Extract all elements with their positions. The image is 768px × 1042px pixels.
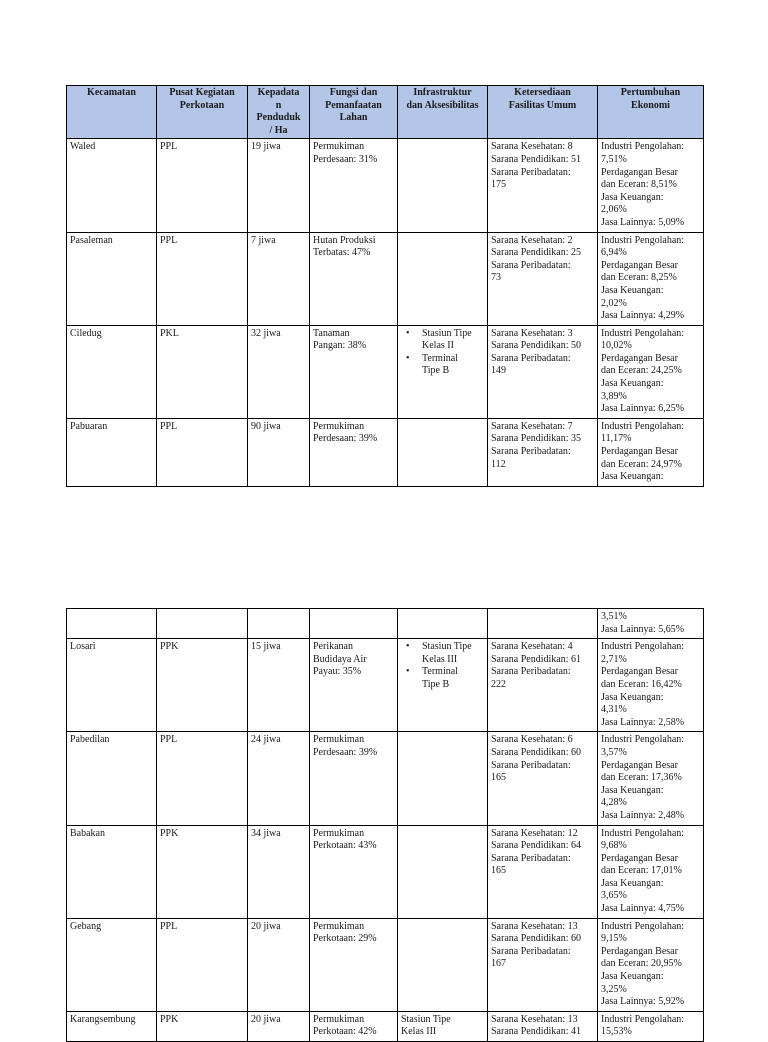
cell-pusat-kegiatan: PPK: [157, 825, 248, 918]
cell-fasilitas-umum: [488, 825, 598, 918]
infra-list: [401, 641, 484, 691]
cell-kepadatan: [248, 609, 310, 639]
cell-line: Perdagangan Besar: [601, 759, 678, 771]
cell-kepadatan: 34 jiwa: [248, 825, 310, 918]
cell-line: 2,06%: [601, 204, 627, 216]
cell-line: Kecamatan: [87, 87, 136, 98]
cell-line: Jasa Keuangan:: [601, 877, 664, 889]
cell-fungsi-lahan: [310, 732, 398, 825]
cell-fungsi-lahan: [310, 639, 398, 732]
cell-fasilitas-umum: [488, 918, 598, 1011]
cell-fungsi-lahan: [310, 232, 398, 325]
cell-line: Industri Pengolahan:: [601, 920, 685, 932]
cell-line: Kelas II: [422, 340, 454, 352]
cell-line: Perkotaan: 42%: [313, 1026, 377, 1038]
cell-fungsi-lahan: [310, 325, 398, 418]
cell-line: Sarana Pendidikan: 61: [491, 653, 581, 665]
cell-line: Sarana Kesehatan: 6: [491, 734, 573, 746]
cell-line: dan Eceran: 24,25%: [601, 365, 682, 377]
cell-kecamatan: Pasaleman: [67, 232, 157, 325]
cell-kepadatan: 19 jiwa: [248, 139, 310, 232]
cell-line: Perdagangan Besar: [601, 945, 678, 957]
table-row: [67, 232, 704, 325]
cell-line: Sarana Kesehatan: 2: [491, 234, 573, 246]
cell-line: Jasa Keuangan:: [601, 191, 664, 203]
cell-pusat-kegiatan: PPL: [157, 418, 248, 486]
cell-line: Sarana Peribadatan:: [491, 352, 571, 364]
cell-line: Industri Pengolahan:: [601, 1013, 685, 1025]
cell-line: 165: [491, 865, 506, 877]
cell-line: • Terminal: [422, 352, 458, 364]
cell-line: Tanaman: [313, 327, 350, 339]
cell-fungsi-lahan: [310, 139, 398, 232]
cell-line: Lahan: [339, 112, 368, 124]
table-row: [67, 918, 704, 1011]
cell-pusat-kegiatan: PPL: [157, 918, 248, 1011]
cell-line: Permukiman: [313, 734, 365, 746]
cell-kepadatan: 7 jiwa: [248, 232, 310, 325]
cell-line: 9,15%: [601, 933, 627, 945]
cell-fungsi-lahan: [310, 825, 398, 918]
cell-pusat-kegiatan: PPK: [157, 1011, 248, 1041]
cell-fasilitas-umum: [488, 732, 598, 825]
cell-fungsi-lahan: [310, 918, 398, 1011]
cell-pertumbuhan-ekonomi: [598, 825, 704, 918]
cell-line: dan Eceran: 8,51%: [601, 179, 677, 191]
cell-line: 175: [491, 179, 506, 191]
cell-pusat-kegiatan: PKL: [157, 325, 248, 418]
cell-pusat-kegiatan: PPL: [157, 732, 248, 825]
header-kepadatan: [248, 86, 310, 139]
cell-pertumbuhan-ekonomi: [598, 918, 704, 1011]
header-pusat-kegiatan: [157, 86, 248, 139]
cell-line: Jasa Keuangan:: [601, 378, 664, 390]
cell-line: Sarana Kesehatan: 7: [491, 420, 573, 432]
cell-line: Pusat Kegiatan: [169, 87, 235, 98]
cell-line: 3,89%: [601, 390, 627, 402]
cell-line: Perdesaan: 39%: [313, 746, 378, 758]
cell-line: Jasa Lainnya: 5,65%: [601, 623, 685, 635]
table-header-row: [67, 86, 704, 139]
cell-fasilitas-umum: [488, 1011, 598, 1041]
cell-line: Pemanfaatan: [325, 99, 382, 111]
table-row: [67, 325, 704, 418]
cell-line: dan Eceran: 16,42%: [601, 678, 682, 690]
cell-line: Jasa Lainnya: 6,25%: [601, 403, 685, 415]
cell-fungsi-lahan: [310, 418, 398, 486]
infra-list-item: [422, 666, 484, 691]
cell-kepadatan: 20 jiwa: [248, 918, 310, 1011]
cell-line: • Stasiun Tipe: [422, 641, 472, 653]
cell-kecamatan: Babakan: [67, 825, 157, 918]
cell-line: Jasa Lainnya: 5,92%: [601, 996, 685, 1008]
cell-kecamatan: Pabuaran: [67, 418, 157, 486]
infra-list-item: [422, 328, 484, 353]
cell-line: • Stasiun Tipe: [422, 327, 472, 339]
header-pertumbuhan-ekonomi: [598, 86, 704, 139]
cell-line: Industri Pengolahan:: [601, 420, 685, 432]
cell-line: Sarana Pendidikan: 51: [491, 153, 581, 165]
cell-pertumbuhan-ekonomi: [598, 232, 704, 325]
cell-fungsi-lahan: [310, 609, 398, 639]
cell-line: Industri Pengolahan:: [601, 827, 685, 839]
cell-line: Pangan: 38%: [313, 340, 367, 352]
cell-pertumbuhan-ekonomi: [598, 732, 704, 825]
cell-line: Sarana Pendidikan: 60: [491, 933, 581, 945]
cell-line: Permukiman: [313, 920, 365, 932]
cell-pertumbuhan-ekonomi: [598, 325, 704, 418]
infra-list-item: [422, 641, 484, 666]
cell-line: 9,68%: [601, 840, 627, 852]
cell-line: Permukiman: [313, 141, 365, 153]
cell-line: Perdagangan Besar: [601, 352, 678, 364]
cell-line: Industri Pengolahan:: [601, 641, 685, 653]
cell-infrastruktur: [398, 639, 488, 732]
cell-line: Sarana Pendidikan: 35: [491, 433, 581, 445]
data-table-page-2: [66, 608, 704, 1042]
cell-infrastruktur: [398, 609, 488, 639]
table-row: [67, 609, 704, 639]
cell-line: dan Eceran: 20,95%: [601, 958, 682, 970]
cell-line: Sarana Peribadatan:: [491, 446, 571, 458]
cell-pusat-kegiatan: [157, 609, 248, 639]
cell-fasilitas-umum: [488, 418, 598, 486]
cell-line: Penduduk: [256, 112, 301, 124]
cell-line: Sarana Peribadatan:: [491, 666, 571, 678]
cell-line: Perkotaan: [179, 99, 225, 111]
cell-infrastruktur: [398, 918, 488, 1011]
cell-line: Fasilitas Umum: [508, 99, 577, 111]
cell-kecamatan: Gebang: [67, 918, 157, 1011]
cell-kecamatan: Losari: [67, 639, 157, 732]
cell-line: Perdagangan Besar: [601, 259, 678, 271]
cell-line: 3,57%: [601, 746, 627, 758]
cell-line: Permukiman: [313, 420, 365, 432]
header-fungsi-lahan: [310, 86, 398, 139]
cell-kecamatan: Waled: [67, 139, 157, 232]
cell-line: Budidaya Air: [313, 653, 367, 665]
cell-line: 3,51%: [601, 611, 627, 622]
cell-line: Sarana Pendidikan: 64: [491, 840, 581, 852]
cell-line: Perikanan: [313, 641, 353, 653]
cell-pertumbuhan-ekonomi: [598, 609, 704, 639]
cell-fungsi-lahan: [310, 1011, 398, 1041]
cell-kepadatan: 24 jiwa: [248, 732, 310, 825]
cell-pertumbuhan-ekonomi: [598, 1011, 704, 1041]
cell-line: 7,51%: [601, 153, 627, 165]
cell-line: Jasa Keuangan:: [601, 284, 664, 296]
cell-line: Ketersediaan: [514, 87, 571, 98]
cell-line: Perdesaan: 31%: [313, 153, 378, 165]
cell-line: Fungsi dan: [329, 87, 378, 98]
header-fasilitas-umum: [488, 86, 598, 139]
cell-infrastruktur: [398, 418, 488, 486]
cell-line: Sarana Kesehatan: 4: [491, 641, 573, 653]
cell-fasilitas-umum: [488, 325, 598, 418]
table-row: [67, 1011, 704, 1041]
cell-kepadatan: 90 jiwa: [248, 418, 310, 486]
cell-line: Jasa Lainnya: 2,48%: [601, 809, 685, 821]
cell-line: 3,25%: [601, 983, 627, 995]
cell-line: Ekonomi: [631, 99, 670, 111]
cell-line: 4,28%: [601, 797, 627, 809]
cell-line: • Terminal: [422, 666, 458, 678]
cell-line: dan Eceran: 17,01%: [601, 865, 682, 877]
cell-line: Industri Pengolahan:: [601, 141, 685, 153]
header-infrastruktur: [398, 86, 488, 139]
cell-line: dan Eceran: 24,97%: [601, 458, 682, 470]
cell-infrastruktur: [398, 732, 488, 825]
cell-line: 167: [491, 958, 506, 970]
cell-line: Tipe B: [422, 365, 450, 377]
cell-infrastruktur: [398, 325, 488, 418]
cell-line: Jasa Lainnya: 4,75%: [601, 903, 685, 915]
cell-line: 2,02%: [601, 297, 627, 309]
cell-infrastruktur: [398, 232, 488, 325]
cell-line: Jasa Keuangan:: [601, 471, 664, 483]
cell-line: Perdesaan: 39%: [313, 433, 378, 445]
cell-kepadatan: 32 jiwa: [248, 325, 310, 418]
table-row: [67, 418, 704, 486]
table-row: [67, 825, 704, 918]
cell-line: Sarana Pendidikan: 25: [491, 247, 581, 259]
cell-fasilitas-umum: [488, 139, 598, 232]
cell-line: Sarana Pendidikan: 41: [491, 1026, 581, 1038]
cell-line: Sarana Peribadatan:: [491, 852, 571, 864]
cell-line: Tipe B: [422, 678, 450, 690]
cell-infrastruktur: [398, 139, 488, 232]
cell-line: dan Aksesibilitas: [406, 99, 479, 111]
cell-infrastruktur: [398, 825, 488, 918]
cell-line: Sarana Peribadatan:: [491, 259, 571, 271]
cell-kepadatan: 15 jiwa: [248, 639, 310, 732]
cell-line: Perkotaan: 43%: [313, 840, 377, 852]
cell-infrastruktur: [398, 1011, 488, 1041]
cell-line: Sarana Kesehatan: 3: [491, 327, 573, 339]
cell-line: Perdagangan Besar: [601, 852, 678, 864]
table-row: [67, 139, 704, 232]
cell-line: Hutan Produksi: [313, 234, 376, 246]
cell-kecamatan: Pabedilan: [67, 732, 157, 825]
cell-pertumbuhan-ekonomi: [598, 639, 704, 732]
cell-line: 15,53%: [601, 1026, 632, 1038]
cell-line: 4,31%: [601, 704, 627, 716]
cell-line: Perdagangan Besar: [601, 166, 678, 178]
cell-line: Industri Pengolahan:: [601, 234, 685, 246]
cell-line: Jasa Keuangan:: [601, 691, 664, 703]
cell-line: Payau: 35%: [313, 666, 362, 678]
cell-line: 6,94%: [601, 247, 627, 259]
cell-line: 222: [491, 678, 506, 690]
cell-line: Sarana Kesehatan: 8: [491, 141, 573, 153]
cell-line: Sarana Pendidikan: 60: [491, 746, 581, 758]
cell-line: Jasa Keuangan:: [601, 971, 664, 983]
header-kecamatan: [67, 86, 157, 139]
cell-line: Sarana Pendidikan: 50: [491, 340, 581, 352]
cell-line: 3,65%: [601, 890, 627, 902]
cell-kepadatan: 20 jiwa: [248, 1011, 310, 1041]
cell-line: Jasa Lainnya: 5,09%: [601, 216, 685, 228]
cell-line: Sarana Peribadatan:: [491, 166, 571, 178]
cell-kecamatan: Ciledug: [67, 325, 157, 418]
cell-pusat-kegiatan: PPL: [157, 232, 248, 325]
cell-line: Sarana Kesehatan: 13: [491, 1013, 578, 1025]
cell-line: Perkotaan: 29%: [313, 933, 377, 945]
cell-pusat-kegiatan: PPK: [157, 639, 248, 732]
cell-line: 10,02%: [601, 340, 632, 352]
cell-line: dan Eceran: 8,25%: [601, 272, 677, 284]
cell-pertumbuhan-ekonomi: [598, 139, 704, 232]
cell-line: Sarana Kesehatan: 13: [491, 920, 578, 932]
cell-pusat-kegiatan: PPL: [157, 139, 248, 232]
cell-line: Stasiun Tipe: [401, 1013, 451, 1025]
cell-fasilitas-umum: [488, 609, 598, 639]
cell-line: Jasa Keuangan:: [601, 784, 664, 796]
cell-kecamatan: [67, 609, 157, 639]
cell-line: Perdagangan Besar: [601, 446, 678, 458]
cell-pertumbuhan-ekonomi: [598, 418, 704, 486]
cell-line: Industri Pengolahan:: [601, 734, 685, 746]
data-table-page-1: [66, 85, 704, 487]
cell-line: Jasa Lainnya: 2,58%: [601, 716, 685, 728]
cell-line: 112: [491, 458, 506, 470]
infra-list: [401, 328, 484, 378]
cell-line: Permukiman: [313, 1013, 365, 1025]
cell-line: 73: [491, 272, 501, 284]
cell-line: Kelas III: [422, 653, 458, 665]
cell-line: 165: [491, 772, 506, 784]
table-row: [67, 732, 704, 825]
cell-line: 11,17%: [601, 433, 632, 445]
cell-line: 2,71%: [601, 653, 627, 665]
infra-list-item: [422, 353, 484, 378]
cell-line: Sarana Kesehatan: 12: [491, 827, 578, 839]
cell-line: Permukiman: [313, 827, 365, 839]
cell-line: Kelas III: [401, 1026, 437, 1038]
table-row: [67, 639, 704, 732]
cell-line: / Ha: [269, 124, 288, 136]
cell-line: Sarana Peribadatan:: [491, 759, 571, 771]
cell-line: Terbatas: 47%: [313, 247, 371, 259]
cell-line: Infrastruktur: [413, 87, 472, 98]
cell-fasilitas-umum: [488, 639, 598, 732]
cell-line: n: [275, 99, 282, 111]
cell-line: Sarana Peribadatan:: [491, 945, 571, 957]
cell-line: Jasa Lainnya: 4,29%: [601, 310, 685, 322]
cell-line: Kepadata: [257, 87, 300, 98]
cell-line: 149: [491, 365, 506, 377]
cell-fasilitas-umum: [488, 232, 598, 325]
cell-kecamatan: Karangsembung: [67, 1011, 157, 1041]
cell-line: Pertumbuhan: [620, 87, 681, 98]
cell-line: Perdagangan Besar: [601, 666, 678, 678]
cell-line: dan Eceran: 17,36%: [601, 772, 682, 784]
cell-line: Industri Pengolahan:: [601, 327, 685, 339]
